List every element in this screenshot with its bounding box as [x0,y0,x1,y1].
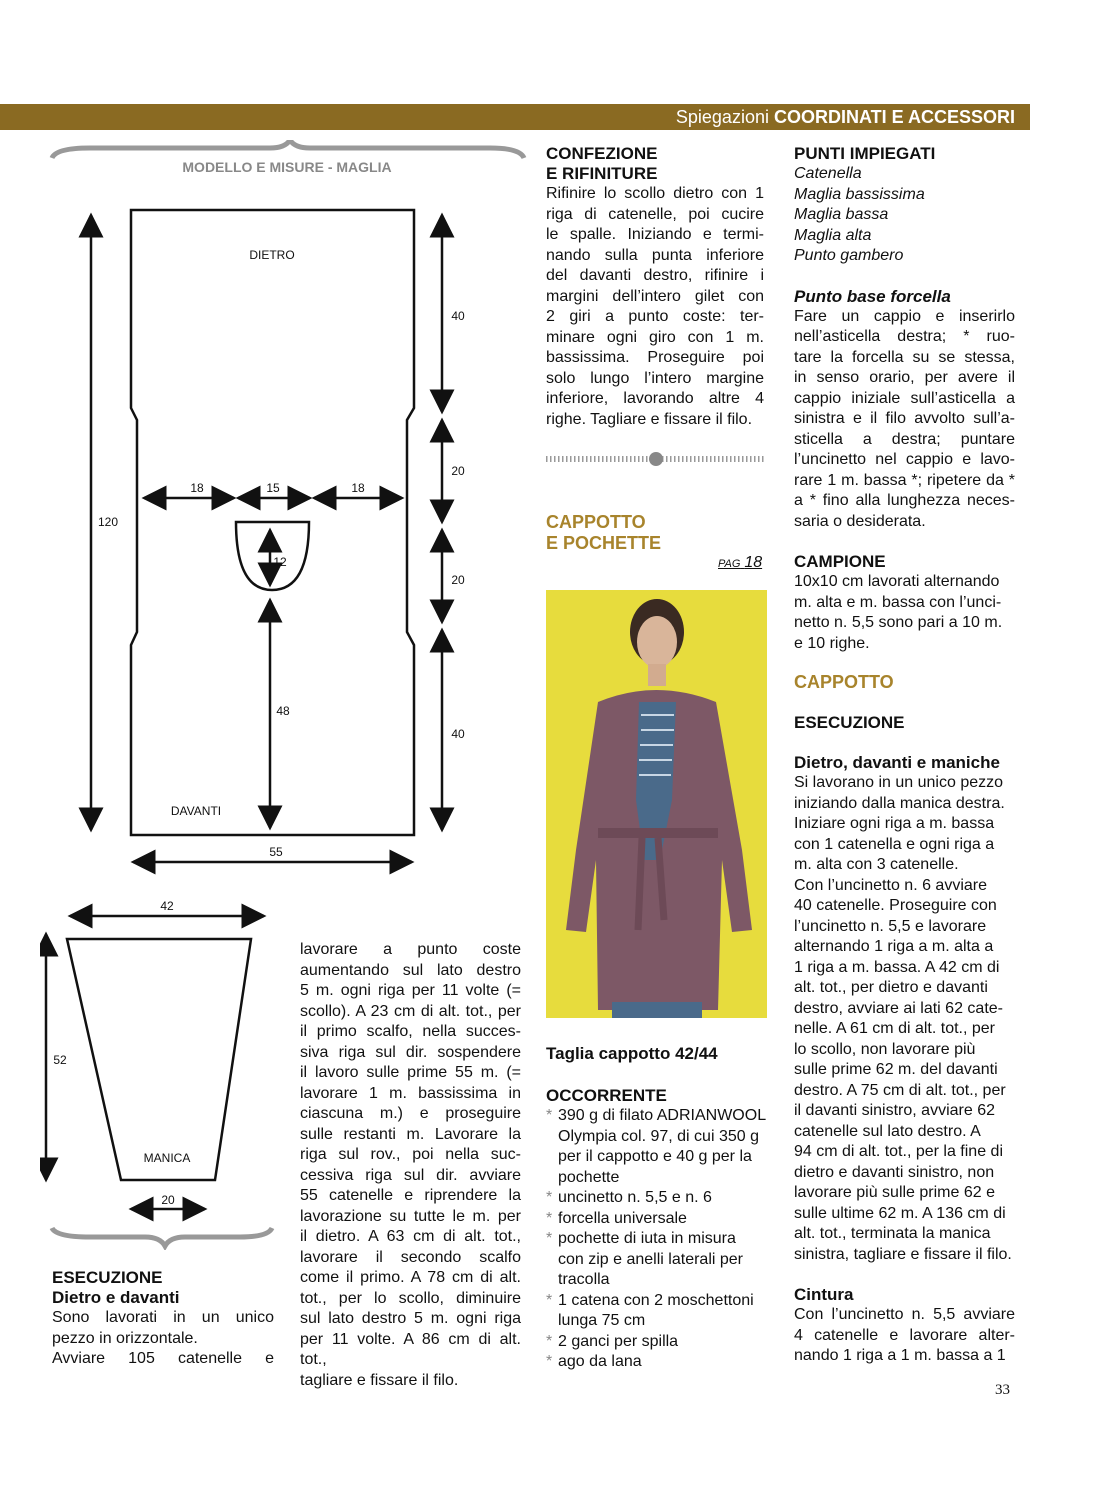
confezione-line: righe. Tagliare e fissare il filo. [546,410,753,428]
col2-line: per 11 volte. A 86 cm di alt. tot., [300,1330,521,1368]
col2-line: lavorazione su tutte le m. per [300,1207,521,1225]
size-heading: Taglia cappotto 42/44 [546,1044,718,1063]
col2-line: tot., per lo scollo, diminuire [300,1289,521,1307]
measure-collar: 12 [273,555,287,569]
occorrente-line: pochette [558,1168,620,1186]
campione-line: e 10 righe. [794,634,870,652]
col2-line: come il primo. A 78 cm di alt. [300,1269,521,1286]
dietro-line: dietro e davanti sinistro, non [794,1163,995,1181]
confezione-line: margini dell’intero gilet con [546,287,764,305]
confezione-line: bassissima. Proseguire poi [546,349,764,366]
forcella-line: nell’asticella destra; * ruo- [794,328,1015,345]
dietro-line: 94 cm di alt. tot., per la fine di [794,1143,1003,1160]
col2-line: il lavoro sulle prime 55 m. (= [300,1064,521,1081]
measure-seg2: 20 [451,464,465,478]
dietro-davanti-heading: Dietro e davanti [52,1288,180,1307]
dietro-line: il davanti sinistro, avviare 62 [794,1102,995,1119]
measure-total-height: 120 [97,515,119,529]
dietro-line: lo scollo, non lavorare più [794,1040,976,1058]
forcella-line: a * fino alla lunghezza neces- [794,492,1015,509]
forcella-line: saria o desiderata. [794,512,926,530]
measure-sleeve-height: 52 [53,1053,67,1067]
measure-seg4: 40 [451,727,465,741]
separator [546,451,766,467]
punti-list [794,164,1015,267]
dietro-line: Con l’uncinetto n. 6 avviare [794,876,987,894]
col2-line: riga sul rov., poi nella suc- [300,1146,521,1163]
punto-item: Maglia bassissima [794,185,925,203]
measure-front: 48 [276,704,290,718]
confezione-line: le spalle. Iniziando e termi- [546,226,764,243]
dietro-line: nelle. A 61 cm di alt. tot., per [794,1020,995,1037]
occorrente-line: * pochette di iuta in misura [558,1230,736,1247]
punto-item: Punto gambero [794,247,904,264]
occorrente-line: con zip e anelli laterali per [558,1250,743,1268]
forcella-line: tare la forcella su se stessa, [794,348,1015,366]
confezione-line: del davanti destro, rifinire i [546,267,764,284]
dietro-line: alt. tot., per dietro e davanti [794,979,988,996]
occorrente-line: * forcella universale [558,1209,687,1227]
occorrente-line: per il cappotto e 40 g per la [558,1148,752,1165]
occorrente-item [546,1291,768,1332]
cintura-heading: Cintura [794,1285,854,1304]
page-ref-number: 18 [744,554,763,571]
bottom-brace [52,1228,272,1246]
forcella-line: cappio iniziale sull’asticella a [794,389,1015,407]
dietro-line: l’uncinetto n. 5,5 e lavorare [794,917,987,935]
dietro-line: sulle ultime 62 m. A 136 cm di [794,1204,1006,1222]
label-davanti: DAVANTI [170,804,222,818]
col2-line: aumentando sul lato destro [300,961,521,979]
sleeve-outline [67,939,251,1180]
dietro-line: 40 catenelle. Proseguire con [794,897,997,914]
confezione-line: solo lungo l’intero margine [546,369,764,387]
esecuzione-heading-2: ESECUZIONE [794,713,905,732]
punto-item: Catenella [794,165,862,182]
occorrente-line: Olympia col. 97, di cui 350 g [558,1127,759,1145]
col1-text [52,1268,274,1370]
measure-center: 15 [266,481,280,495]
occorrente-item [546,1188,768,1209]
dietro-line: 1 riga a m. bassa. A 42 cm di [794,958,1000,976]
occorrente-line: * 2 ganci per spilla [558,1332,679,1350]
cappotto-title-2: E POCHETTE [546,533,662,553]
col4-text [794,144,1015,1367]
cintura-line: Con l’uncinetto n. 5,5 avviare [794,1306,1015,1323]
confezione-title-2: E RIFINITURE [546,164,658,183]
punto-item: Maglia bassa [794,206,889,223]
campione-heading: CAMPIONE [794,552,886,571]
occorrente-line: lunga 75 cm [558,1312,646,1329]
col2-line: cessiva riga sul dir. avviare [300,1166,521,1184]
dietro-line: sinistra, tagliare e fissare il filo. [794,1245,1012,1263]
dietro-line: con 1 catenella e ogni riga a [794,835,995,853]
forcella-line: Fare un cappio e inserirlo [794,307,1015,325]
cintura-line: 4 catenelle e lavorare alter- [794,1326,1015,1344]
col2-line: scollo). A 23 cm di alt. tot., per [300,1002,521,1020]
occorrente-item [546,1229,768,1291]
forcella-line: l’uncinetto nel cappio e lavo- [794,451,1015,468]
col2-line: 5 m. ogni riga per 11 volte (= [300,982,521,999]
cappotto-section [546,512,764,554]
label-manica: MANICA [143,1151,191,1165]
dietro-line: alternando 1 riga a m. alta a [794,938,994,955]
confezione-title-1: CONFEZIONE [546,144,658,163]
measure-seg3: 20 [451,573,465,587]
col3-lower [546,1044,768,1373]
confezione-line: 2 giri a punto coste: ter- [546,308,764,325]
cintura-body [794,1305,1015,1367]
label-dietro: DIETRO [249,248,295,262]
occorrente-item [546,1352,768,1373]
col2-text [300,940,521,1391]
confezione-line: Rifinire lo scollo dietro con 1 [546,185,764,202]
measure-sleeve-bottom: 20 [161,1193,175,1207]
occorrente-line: * 1 catena con 2 moschettoni [558,1291,754,1309]
dietro-line: alt. tot., terminata la manica [794,1225,991,1242]
forcella-line: sticella a destra; puntare [794,430,1015,448]
col1-line: Sono lavorati in un unico [52,1309,274,1326]
col2-line: tagliare e fissare il filo. [300,1371,459,1389]
occorrente-heading: OCCORRENTE [546,1086,667,1105]
dietro-line: catenelle sul lato destro. A [794,1122,981,1140]
dietro-line: Si lavorano in un unico pezzo [794,774,1004,791]
measure-right: 18 [351,481,365,495]
occorrente-line: * ago da lana [558,1353,642,1370]
col2-line: ciascuna m.) e proseguire [300,1105,521,1122]
confezione-line: inferiore, lavorando altre 4 [546,390,764,407]
measure-left: 18 [190,481,204,495]
col2-line: il primo scalfo, nella succes- [300,1023,521,1040]
forcella-line: sinistra e il filo avvolto sull’a- [794,410,1015,427]
cappotto-heading: CAPPOTTO [794,672,894,692]
confezione-line: nando sulla punta inferiore [546,246,764,264]
punti-heading: PUNTI IMPIEGATI [794,144,936,163]
measure-sleeve-top: 42 [160,899,174,913]
dietro-body [794,773,1015,1265]
occorrente-line: * 390 g di filato ADRIANWOOL [558,1107,767,1124]
punto-item: Maglia alta [794,226,872,244]
diagram-title: MODELLO E MISURE - MAGLIA [182,159,392,175]
col2-line: 55 catenelle e riprendere la [300,1187,521,1204]
dietro-line: m. alta con 3 catenelle. [794,856,959,873]
occorrente-item [546,1106,768,1188]
dietro-davanti-maniche-heading: Dietro, davanti e maniche [794,753,1000,772]
col2-line: sul lato destro 5 m. ogni riga [300,1310,521,1327]
forcella-heading: Punto base forcella [794,286,951,306]
measure-seg1: 40 [451,309,465,323]
header-prefix: Spiegazioni [675,107,769,127]
campione-line: netto n. 5,5 sono pari a 10 m. [794,614,1003,631]
occorrente-line: * uncinetto n. 5,5 e n. 6 [558,1189,712,1206]
cintura-line: nando 1 riga a 1 m. bassa a 1 [794,1347,1006,1364]
col2-line: lavorare il secondo scalfo [300,1248,521,1266]
col1-line: pezzo in orizzontale. [52,1329,198,1347]
campione-body [794,572,1015,654]
model-photo [546,590,767,1018]
col2-line: sulle restanti m. Lavorare la [300,1125,521,1143]
page-ref-prefix: PAG [718,558,741,570]
occorrente-list [546,1106,768,1373]
confezione-line: riga di catenelle, poi cucire [546,205,764,223]
section-header [676,105,1015,129]
dietro-line: destro. A 75 cm di alt. tot., per [794,1081,1006,1099]
measure-width: 55 [269,845,283,859]
occorrente-item [546,1332,768,1353]
col2-line: lavorare a punto coste [300,941,521,958]
header-title: COORDINATI E ACCESSORI [773,107,1015,127]
dietro-line: destro, avviare ai lati 62 cate- [794,999,1003,1017]
forcella-line: rare 1 m. bassa *; ripetere da * [794,471,1015,489]
occorrente-line: tracolla [558,1271,610,1288]
campione-line: m. alta e m. bassa con l’unci- [794,593,1002,611]
confezione-body [546,184,764,430]
forcella-line: in senso orario, per avere il [794,369,1015,386]
col1-line: Avviare 105 catenelle e [52,1350,274,1367]
dietro-line: lavorare più sulle prime 62 e [794,1184,995,1201]
col2-line: siva riga sul dir. sospendere [300,1043,521,1061]
col2-line: il dietro. A 63 cm di alt. tot., [300,1228,521,1245]
cappotto-title-1: CAPPOTTO [546,512,646,532]
occorrente-item [546,1209,768,1230]
dietro-line: Iniziare ogni riga a m. bassa [794,815,995,832]
dietro-line: iniziando dalla manica destra. [794,794,1005,812]
page-ref [718,554,762,572]
confezione-line: minare ogni giro con 1 m. [546,328,764,346]
dietro-line: sulle prime 62 m. del davanti [794,1061,998,1078]
campione-line: 10x10 cm lavorati alternando [794,573,1000,590]
esecuzione-heading: ESECUZIONE [52,1268,163,1287]
forcella-body [794,307,1015,533]
page-number: 33 [995,1382,1010,1398]
col3-text [546,144,764,430]
col2-line: lavorare 1 m. bassissima in [300,1084,521,1102]
top-brace [52,140,524,158]
